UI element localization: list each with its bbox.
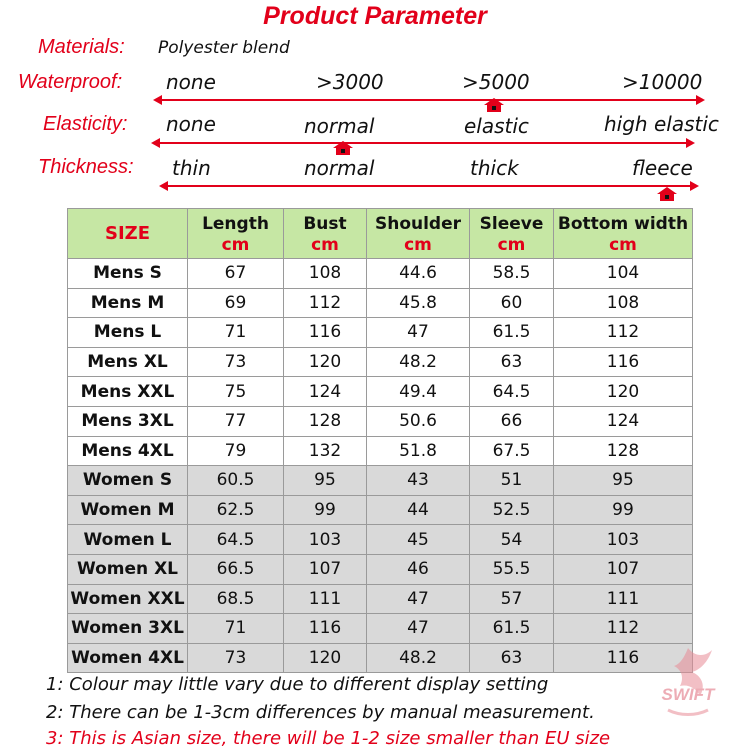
elasticity-label: Elasticity: [43, 113, 128, 135]
waterproof-scale [155, 95, 703, 105]
cell-bottom-width: 103 [554, 525, 693, 555]
elasticity-selected-marker [333, 141, 353, 155]
note-measurement: 2: There can be 1-3cm differences by manual measurement. [46, 702, 595, 723]
waterproof-option-3000: >3000 [316, 70, 384, 94]
cell-sleeve: 52.5 [470, 495, 554, 525]
cell-sleeve: 61.5 [470, 318, 554, 348]
thickness-selected-marker [657, 187, 677, 201]
elasticity-option-normal: normal [304, 114, 375, 138]
cell-bottom-width: 124 [554, 406, 693, 436]
thickness-option-thick: thick [470, 156, 519, 180]
waterproof-option-10000: >10000 [622, 70, 703, 94]
cell-sleeve: 54 [470, 525, 554, 555]
size-chart-table [67, 208, 693, 673]
thickness-option-fleece: fleece [632, 156, 693, 180]
cell-shoulder: 51.8 [367, 436, 470, 466]
cell-length: 75 [188, 377, 284, 407]
cell-size: Women XL [68, 554, 188, 584]
cell-shoulder: 48.2 [367, 643, 470, 673]
cell-shoulder: 50.6 [367, 406, 470, 436]
thickness-option-normal: normal [304, 156, 375, 180]
cell-length: 73 [188, 643, 284, 673]
cell-size: Mens 3XL [68, 406, 188, 436]
cell-length: 66.5 [188, 554, 284, 584]
cell-length: 60.5 [188, 466, 284, 496]
cell-shoulder: 44.6 [367, 259, 470, 289]
column-header-length: Length cm [188, 209, 284, 259]
cell-sleeve: 66 [470, 406, 554, 436]
cell-size: Women 3XL [68, 614, 188, 644]
table-header-row [68, 209, 693, 259]
cell-shoulder: 47 [367, 614, 470, 644]
cell-bottom-width: 107 [554, 554, 693, 584]
table-row [68, 584, 693, 614]
cell-bust: 120 [284, 347, 367, 377]
cell-sleeve: 57 [470, 584, 554, 614]
table-row [68, 288, 693, 318]
waterproof-selected-marker [484, 98, 504, 112]
cell-bust: 112 [284, 288, 367, 318]
table-row [68, 347, 693, 377]
cell-length: 68.5 [188, 584, 284, 614]
table-row [68, 466, 693, 496]
elasticity-option-high-elastic: high elastic [604, 112, 719, 136]
cell-size: Women XXL [68, 584, 188, 614]
cell-bust: 124 [284, 377, 367, 407]
materials-label: Materials: [38, 36, 125, 58]
cell-shoulder: 47 [367, 318, 470, 348]
cell-bust: 95 [284, 466, 367, 496]
cell-size: Mens S [68, 259, 188, 289]
cell-sleeve: 63 [470, 347, 554, 377]
cell-sleeve: 67.5 [470, 436, 554, 466]
column-header-sleeve: Sleeve cm [470, 209, 554, 259]
cell-bottom-width: 111 [554, 584, 693, 614]
column-header-shoulder: Shoulder cm [367, 209, 470, 259]
cell-shoulder: 44 [367, 495, 470, 525]
svg-text:SWIFT: SWIFT [661, 685, 715, 704]
cell-size: Mens XL [68, 347, 188, 377]
cell-bottom-width: 108 [554, 288, 693, 318]
thickness-label: Thickness: [38, 156, 134, 178]
cell-shoulder: 46 [367, 554, 470, 584]
cell-sleeve: 51 [470, 466, 554, 496]
materials-value: Polyester blend [158, 38, 290, 58]
cell-bottom-width: 128 [554, 436, 693, 466]
cell-shoulder: 48.2 [367, 347, 470, 377]
cell-length: 73 [188, 347, 284, 377]
cell-bust: 99 [284, 495, 367, 525]
cell-sleeve: 61.5 [470, 614, 554, 644]
cell-sleeve: 60 [470, 288, 554, 318]
table-row [68, 495, 693, 525]
cell-bottom-width: 116 [554, 347, 693, 377]
cell-size: Women L [68, 525, 188, 555]
table-row [68, 436, 693, 466]
note-colour: 1: Colour may little vary due to different display setting [46, 674, 549, 695]
cell-sleeve: 55.5 [470, 554, 554, 584]
page-title: Product Parameter [263, 2, 487, 30]
table-row [68, 525, 693, 555]
elasticity-option-elastic: elastic [464, 114, 529, 138]
waterproof-option-none: none [166, 70, 216, 94]
cell-length: 69 [188, 288, 284, 318]
cell-bottom-width: 120 [554, 377, 693, 407]
cell-size: Women M [68, 495, 188, 525]
cell-shoulder: 47 [367, 584, 470, 614]
cell-size: Mens 4XL [68, 436, 188, 466]
cell-bottom-width: 112 [554, 318, 693, 348]
elasticity-option-none: none [166, 112, 216, 136]
column-header-bust: Bust cm [284, 209, 367, 259]
cell-bust: 132 [284, 436, 367, 466]
cell-bottom-width: 104 [554, 259, 693, 289]
cell-bust: 116 [284, 318, 367, 348]
cell-length: 67 [188, 259, 284, 289]
cell-size: Mens M [68, 288, 188, 318]
cell-shoulder: 43 [367, 466, 470, 496]
table-row [68, 318, 693, 348]
cell-bust: 128 [284, 406, 367, 436]
cell-length: 77 [188, 406, 284, 436]
cell-size: Mens XXL [68, 377, 188, 407]
cell-length: 79 [188, 436, 284, 466]
cell-bust: 107 [284, 554, 367, 584]
cell-size: Women 4XL [68, 643, 188, 673]
note-asian-size: 3: This is Asian size, there will be 1-2 size smaller than EU size [46, 728, 611, 749]
cell-shoulder: 49.4 [367, 377, 470, 407]
cell-bottom-width: 112 [554, 614, 693, 644]
swift-logo [648, 640, 728, 730]
cell-bottom-width: 116 [554, 643, 693, 673]
waterproof-option-5000: >5000 [462, 70, 530, 94]
thickness-scale [161, 181, 697, 191]
thickness-option-thin: thin [172, 156, 211, 180]
cell-length: 62.5 [188, 495, 284, 525]
cell-bust: 103 [284, 525, 367, 555]
cell-bottom-width: 95 [554, 466, 693, 496]
cell-sleeve: 58.5 [470, 259, 554, 289]
cell-length: 71 [188, 318, 284, 348]
waterproof-label: Waterproof: [18, 71, 123, 93]
cell-size: Women S [68, 466, 188, 496]
cell-bust: 111 [284, 584, 367, 614]
table-row [68, 406, 693, 436]
column-header-bottom-width: Bottom width cm [554, 209, 693, 259]
elasticity-scale [153, 138, 693, 148]
cell-bottom-width: 99 [554, 495, 693, 525]
table-row [68, 259, 693, 289]
table-row [68, 554, 693, 584]
cell-size: Mens L [68, 318, 188, 348]
column-header-size: SIZE [68, 209, 188, 259]
cell-sleeve: 63 [470, 643, 554, 673]
cell-shoulder: 45 [367, 525, 470, 555]
table-row [68, 377, 693, 407]
table-row [68, 643, 693, 673]
cell-bust: 108 [284, 259, 367, 289]
cell-shoulder: 45.8 [367, 288, 470, 318]
cell-length: 71 [188, 614, 284, 644]
cell-length: 64.5 [188, 525, 284, 555]
cell-bust: 116 [284, 614, 367, 644]
cell-sleeve: 64.5 [470, 377, 554, 407]
table-row [68, 614, 693, 644]
cell-bust: 120 [284, 643, 367, 673]
